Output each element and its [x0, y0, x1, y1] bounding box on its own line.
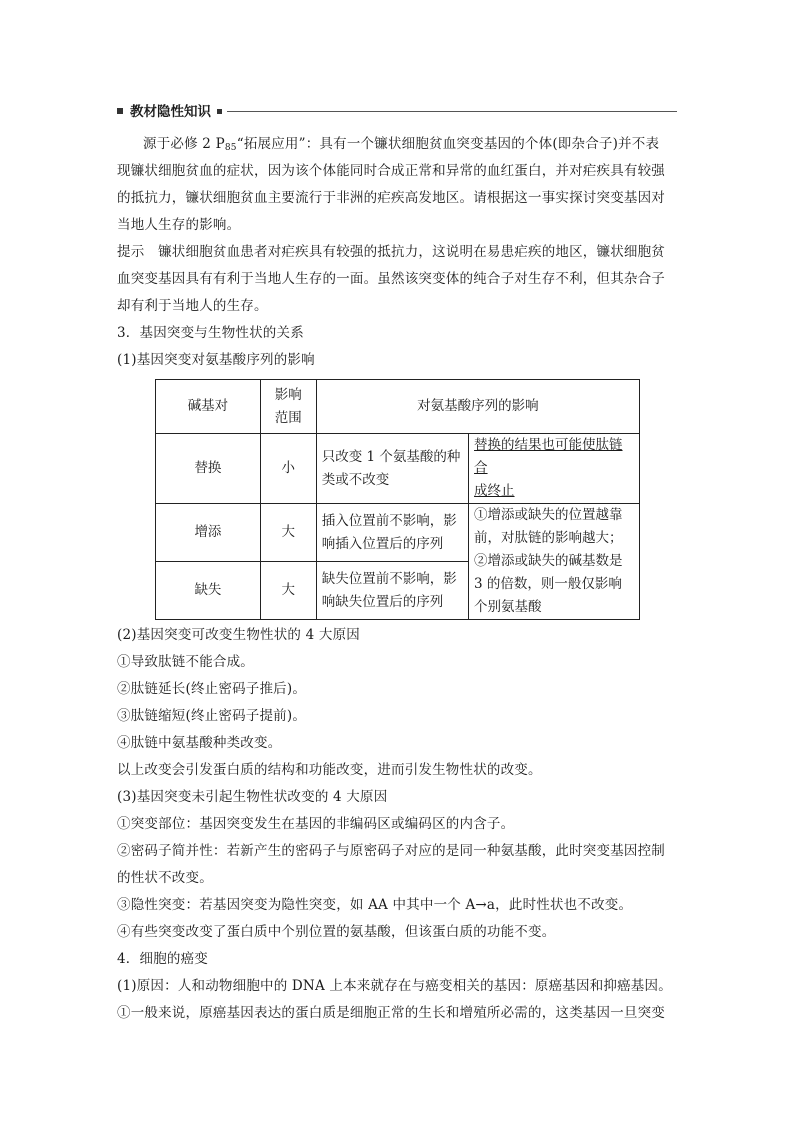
list-item: ①导致肽链不能合成。	[117, 654, 254, 670]
table-cell: 替换	[156, 434, 261, 504]
replace-note-part-a: 替换的结果也可能使肽链合	[474, 437, 623, 476]
table-merged-cell: ①增添或缺失的位置越靠前，对肽链的影响越大；②增添或缺失的碱基数是 3 的倍数，则一般仅影响个别氨基酸	[469, 504, 640, 620]
section4-line-2: ①一般来说，原癌基因表达的蛋白质是细胞正常的生长和增殖所必需的，这类基因一旦突变	[117, 1005, 665, 1021]
list-item: ①突变部位：基因突变发生在基因的非编码区或编码区的内含子。	[117, 816, 515, 832]
section-header	[117, 102, 677, 122]
hidden-knowledge-line-2: 现镰状细胞贫血的症状，因为该个体能同时合成正常和异常的血红蛋白，并对疟疾具有较强	[117, 163, 665, 179]
table-header-row	[156, 380, 640, 434]
table-cell: 大	[260, 504, 316, 562]
section3-sub2-summary: 以上改变会引发蛋白质的结构和功能改变，进而引发生物性状的改变。	[117, 762, 542, 778]
table-cell: 增添	[156, 504, 261, 562]
list-item: 的性状不改变。	[117, 870, 213, 886]
replace-note-part-b: 成终止	[474, 483, 515, 499]
table-header-cell: 影响范围	[260, 380, 316, 434]
hidden-knowledge-line-3: 的抵抗力，镰状细胞贫血主要流行于非洲的疟疾高发地区。请根据这一事实探讨突变基因对	[117, 190, 665, 206]
header-rule	[227, 111, 677, 112]
hint-line-2: 血突变基因具有有利于当地人生存的一面。虽然该突变体的纯合子对生存不利，但其杂合子	[117, 271, 665, 287]
table-cell: 缺失	[156, 562, 261, 620]
table-cell: 只改变 1 个氨基酸的种类或不改变	[316, 434, 468, 504]
square-bullet-icon	[117, 108, 123, 114]
section-header-title: 教材隐性知识	[130, 104, 211, 120]
hidden-knowledge-line-4: 当地人生存的影响。	[117, 217, 241, 233]
list-item: ④肽链中氨基酸种类改变。	[117, 735, 282, 751]
table-header-cell: 对氨基酸序列的影响	[316, 380, 639, 434]
table-cell: 插入位置前不影响，影响插入位置后的序列	[316, 504, 468, 562]
hint-line-3: 却有利于当地人的生存。	[117, 298, 268, 314]
section3-title: 3．基因突变与生物性状的关系	[117, 325, 304, 341]
table-row	[156, 434, 640, 504]
square-bullet-icon	[217, 109, 222, 114]
list-item: ③肽链缩短(终止密码子提前)。	[117, 708, 307, 724]
section3-sub1-title: (1)基因突变对氨基酸序列的影响	[117, 352, 315, 368]
section3-sub3-title: (3)基因突变未引起生物性状改变的 4 大原因	[117, 789, 388, 805]
list-item: ②密码子简并性：若新产生的密码子与原密码子对应的是同一种氨基酸，此时突变基因控制	[117, 843, 665, 859]
list-item: ④有些突变改变了蛋白质中个别位置的氨基酸，但该蛋白质的功能不变。	[117, 924, 556, 940]
list-item: ③隐性突变：若基因突变为隐性突变，如 AA 中其中一个 A→a，此时性状也不改变。	[117, 897, 633, 913]
table-cell: 小	[260, 434, 316, 504]
hidden-knowledge-line-1: 源于必修 2 $P_{85}“$拓展应用”：具有一个镰状细胞贫血突变基因的个体(即杂合子)并不表	[143, 136, 660, 153]
section4-line-1: (1)原因：人和动物细胞中的 DNA 上本来就存在与癌变相关的基因：原癌基因和抑癌基因。	[117, 978, 672, 994]
table-row	[156, 504, 640, 562]
table-cell: 大	[260, 562, 316, 620]
table-cell	[469, 434, 640, 504]
mutation-effect-table	[155, 379, 640, 620]
table-header-cell: 碱基对	[156, 380, 261, 434]
table-cell: 缺失位置前不影响，影响缺失位置后的序列	[316, 562, 468, 620]
hint-line-1: 提示 镰状细胞贫血患者对疟疾具有较强的抵抗力，这说明在易患疟疾的地区，镰状细胞贫	[117, 244, 665, 260]
list-item: ②肽链延长(终止密码子推后)。	[117, 681, 307, 697]
section4-title: 4．细胞的癌变	[117, 951, 208, 967]
section3-sub2-title: (2)基因突变可改变生物性状的 4 大原因	[117, 627, 360, 643]
